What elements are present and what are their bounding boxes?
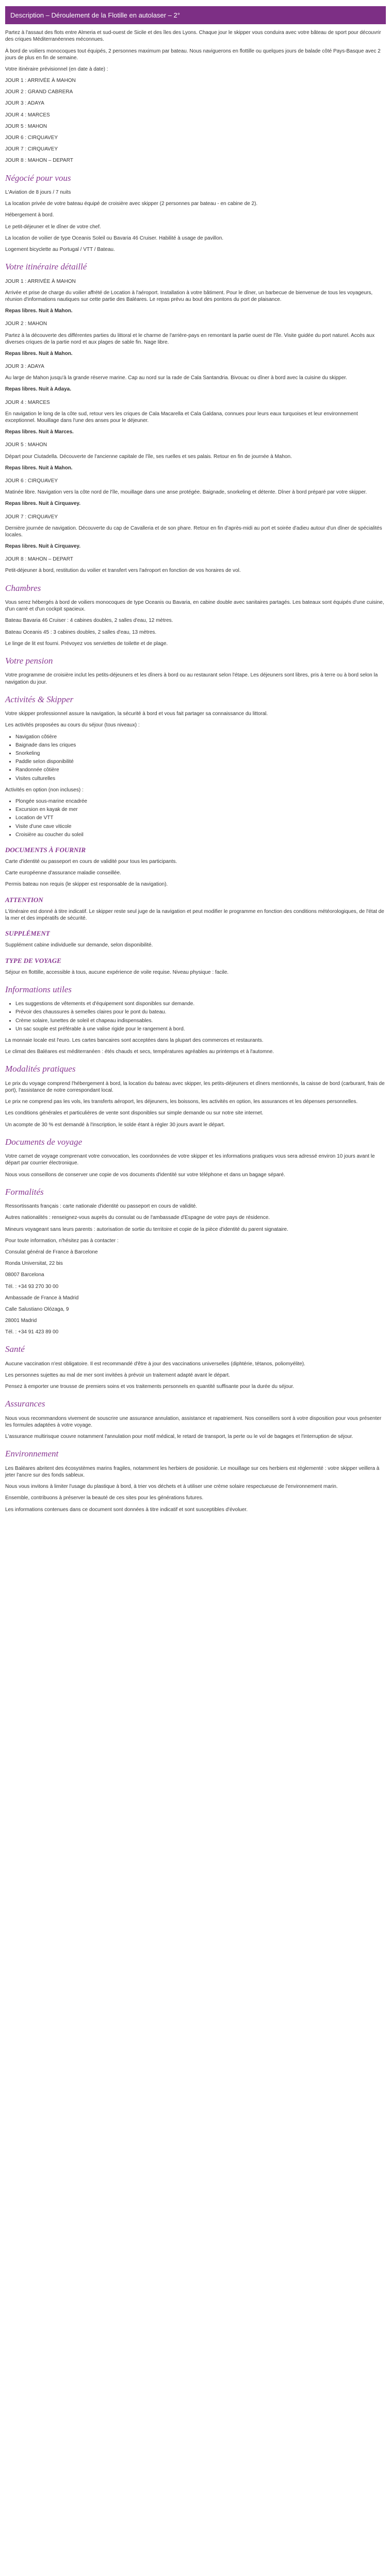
day-description: Petit-déjeuner à bord, restitution du voilier et transfert vers l'aéroport en fonction de vos horaires de vol. (5, 568, 241, 574)
intro-paragraph: JOUR 5 : MAHON (5, 123, 47, 129)
day-block (5, 363, 386, 393)
option-activity-list (5, 798, 386, 838)
insurance-paragraph: Nous vous recommandons vivement de souscrire une assurance annulation, assistance et rapatriement. Nos conseillers sont à votre disposition pour vous présenter les formules adaptées à votre voyage. (5, 1415, 382, 1429)
section-title-board: Votre pension (5, 656, 53, 666)
contact-line: 08007 Barcelona (5, 1272, 44, 1278)
section-title-travel-docs: Documents de voyage (5, 1137, 83, 1147)
option-activity-item: • Excursion en kayak de mer (15, 806, 386, 813)
environment-section (5, 1465, 386, 1502)
day-footer: Repas libres. Nuit à Marces. (5, 429, 74, 435)
day-footer: Repas libres. Nuit à Adaya. (5, 386, 72, 393)
day-footer: Repas libres. Nuit à Mahon. (5, 308, 73, 314)
rooms-paragraph: Bateau Oceanis 45 : 3 cabines doubles, 2 salles d'eau, 13 mètres. (5, 629, 157, 635)
intro-paragraph: JOUR 3 : ADAYA (5, 100, 44, 107)
day-block (5, 278, 386, 315)
insurance-paragraph: L'assurance multirisque couvre notamment l'annulation pour motif médical, le retard de transport, la perte ou le vol de bagages et l'interruption de séjour. (5, 1434, 353, 1440)
section-title-environment: Environnement (5, 1449, 59, 1459)
contact-line: Tél. : +34 91 423 89 00 (5, 1329, 59, 1335)
day-block (5, 514, 386, 550)
intro-section (5, 29, 386, 164)
attention-paragraph: L'itinéraire est donné à titre indicatif. Le skipper reste seul juge de la navigation et peut modifier le programme en fonction des conditions météorologiques, de l'état de la mer et des impératifs de sécurité. (5, 908, 384, 921)
section-title-health: Santé (5, 1344, 25, 1354)
insurance-section (5, 1415, 386, 1440)
health-paragraph: Les personnes sujettes au mal de mer sont invitées à prévoir un traitement adapté avant le départ. (5, 1372, 230, 1379)
negotiated-paragraph: Logement bicyclette au Portugal / VTT / Bateau. (5, 246, 115, 252)
trip-type-section (5, 969, 386, 976)
intro-paragraph: Votre itinéraire prévisionnel (en date à date) : (5, 66, 108, 72)
option-activity-item: • Visite d'une cave viticole (15, 823, 386, 830)
attention-section (5, 908, 386, 922)
day-description: Arrivée et prise de charge du voilier affrété de Location à l'aéroport. Installation à votre bâtiment. Pour le dîner, un barbecue de bienvenue de tous les voyageurs, réunion d'informations nautiques sur cette partie des Baléares. Le repas prévu au bout des pontons du port de plaisance. (5, 290, 373, 302)
footer-section (5, 1506, 386, 1513)
day-block (5, 320, 386, 357)
info-list (5, 1001, 386, 1032)
activity-item: • Paddle selon disponibilité (15, 758, 386, 765)
negotiated-paragraph: Hébergement à bord. (5, 212, 54, 218)
health-section (5, 1361, 386, 1391)
activity-item: • Navigation côtière (15, 734, 386, 740)
practical-paragraph: Le prix ne comprend pas les vols, les transferts aéroport, les déjeuners, les boissons, les activités en option, les assurances et les dépenses personnelles. (5, 1099, 358, 1105)
section-title-insurance: Assurances (5, 1399, 45, 1409)
travel-docs-paragraph: Nous vous conseillons de conserver une copie de vos documents d'identité sur votre téléphone et dans un bagage séparé. (5, 1172, 285, 1178)
documents-paragraph: Carte européenne d'assurance maladie conseillée. (5, 870, 121, 876)
main-content (0, 29, 391, 1513)
intro-paragraph: JOUR 8 : MAHON – DEPART (5, 158, 73, 164)
contact-line: 28001 Madrid (5, 1318, 37, 1324)
day-description: Départ pour Ciutadella. Découverte de l'ancienne capitale de l'île, ses ruelles et ses palais. Retour en fin de journée à Mahon. (5, 453, 292, 460)
formalities-paragraph: Mineurs voyageant sans leurs parents : autorisation de sortie du territoire et copie de la pièce d'identité du parent signataire. (5, 1226, 288, 1232)
environment-paragraph: Nous vous invitons à limiter l'usage du plastique à bord, à trier vos déchets et à utiliser une crème solaire respectueuse de l'environnement marin. (5, 1484, 338, 1490)
rooms-section (5, 599, 386, 647)
info-paragraph: La monnaie locale est l'euro. Les cartes bancaires sont acceptées dans la plupart des commerces et restaurants. (5, 1038, 264, 1044)
intro-paragraph: JOUR 1 : ARRIVÉE À MAHON (5, 78, 76, 84)
practical-section (5, 1080, 386, 1128)
health-paragraph: Pensez à emporter une trousse de premiers soins et vos traitements personnels en quantité suffisante pour la durée du séjour. (5, 1384, 295, 1390)
day-description: Dernière journée de navigation. Découverte du cap de Cavalleria et de son phare. Retour en fin d'après-midi au port et soirée d'adieu autour d'un dîner de spécialités locales. (5, 525, 382, 538)
day-block (5, 478, 386, 507)
day-heading: JOUR 4 : MARCES (5, 399, 50, 405)
page-title: Description – Déroulement de la Flotille en autolaser – 2° (5, 6, 386, 24)
rooms-paragraph: Le linge de lit est fourni. Prévoyez vos serviettes de toilette et de plage. (5, 640, 168, 647)
travel-docs-paragraph: Votre carnet de voyage comprenant votre convocation, les coordonnées de votre skipper et les informations pratiques vous sera adressé environ 10 jours avant le départ par courrier électronique. (5, 1154, 375, 1166)
info-item: • Prévoir des chaussures à semelles claires pour le pont du bateau. (15, 1009, 386, 1015)
section-title-rooms: Chambres (5, 583, 41, 593)
activities-paragraph: Votre skipper professionnel assure la navigation, la sécurité à bord et vous fait partager sa connaissance du littoral. (5, 711, 268, 717)
section-title-activities: Activités & Skipper (5, 694, 74, 704)
intro-paragraph: Partez à l'assaut des flots entre Almeria et sud-ouest de Sicile et des îles des Lyons. Chaque jour le skipper vous conduira avec votre bâteau de sport pour découvrir des criques Méditerranéennes méconnues. (5, 30, 381, 43)
footer-paragraph: Les informations contenues dans ce document sont données à titre indicatif et sont susceptibles d'évoluer. (5, 1506, 248, 1513)
day-block (5, 556, 386, 574)
practical-paragraph: Les conditions générales et particulières de vente sont disponibles sur simple demande ou sur notre site internet. (5, 1110, 264, 1116)
section-title-supplement: SUPPLÉMENT (5, 929, 50, 938)
contact-line: Ambassade de France à Madrid (5, 1295, 79, 1301)
contact-line: Pour toute information, n'hésitez pas à contacter : (5, 1238, 119, 1244)
documents-paragraph: Permis bateau non requis (le skipper est responsable de la navigation). (5, 882, 168, 888)
travel-docs-section (5, 1153, 386, 1178)
environment-paragraph: Ensemble, contribuons à préserver la beauté de ces sites pour les générations futures. (5, 1495, 204, 1501)
negotiated-paragraph: La location privée de votre bateau équipé de croisière avec skipper (2 personnes par bateau - en cabine de 2). (5, 201, 258, 207)
section-title-itinerary: Votre itinéraire détaillé (5, 262, 87, 272)
section-title-documents: DOCUMENTS À FOURNIR (5, 845, 86, 854)
section-title-info: Informations utiles (5, 984, 72, 994)
negotiated-paragraph: La location de voilier de type Oceanis Soleil ou Bavaria 46 Cruiser. Habilité à usage de pavillon. (5, 235, 224, 241)
negotiated-paragraph: L'Aviation de 8 jours / 7 nuits (5, 190, 71, 196)
day-heading: JOUR 3 : ADAYA (5, 364, 44, 370)
info-item: • Crème solaire, lunettes de soleil et chapeau indispensables. (15, 1018, 386, 1024)
formalities-paragraph: Autres nationalités : renseignez-vous auprès du consulat ou de l'ambassade d'Espagne de votre pays de résidence. (5, 1215, 270, 1221)
supplement-section (5, 942, 386, 948)
itinerary-section (5, 278, 386, 574)
day-heading: JOUR 7 : CIRQUAVEY (5, 514, 58, 520)
day-heading: JOUR 5 : MAHON (5, 442, 47, 448)
activity-list (5, 734, 386, 782)
activity-item: • Visites culturelles (15, 775, 386, 782)
option-activity-item: • Location de VTT (15, 815, 386, 821)
info-item: • Un sac souple est préférable à une valise rigide pour le rangement à bord. (15, 1026, 386, 1032)
option-activity-item: • Croisière au coucher du soleil (15, 832, 386, 838)
section-title-attention: ATTENTION (5, 895, 43, 904)
negotiated-section (5, 189, 386, 253)
negotiated-paragraph: Le petit-déjeuner et le dîner de votre chef. (5, 224, 101, 230)
section-title-trip-type: TYPE DE VOYAGE (5, 956, 61, 964)
board-paragraph: Votre programme de croisière inclut les petits-déjeuners et les dîners à bord ou au restaurant selon l'étape. Les déjeuners sont libres, pris à terre ou à bord selon la navigation du jour. (5, 672, 378, 685)
activity-item: • Randonnée côtière (15, 767, 386, 773)
intro-paragraph: JOUR 2 : GRAND CABRERA (5, 89, 73, 95)
info-paragraph: Le climat des Baléares est méditerranéen : étés chauds et secs, températures agréables au printemps et à l'automne. (5, 1049, 274, 1055)
day-footer: Repas libres. Nuit à Cirquavey. (5, 544, 80, 550)
documents-paragraph: Carte d'identité ou passeport en cours de validité pour tous les participants. (5, 859, 177, 865)
activities-paragraph: Activités en option (non incluses) : (5, 787, 84, 793)
day-description: Au large de Mahon jusqu'à la grande réserve marine. Cap au nord sur la rade de Cala Santandria. Bivouac ou dîner à bord avec la cuisine du skipper. (5, 375, 347, 381)
rooms-paragraph: Bateau Bavaria 46 Cruiser : 4 cabines doubles, 2 salles d'eau, 12 mètres. (5, 618, 173, 624)
option-activity-item: • Plongée sous-marine encadrée (15, 798, 386, 805)
environment-paragraph: Les Baléares abritent des écosystèmes marins fragiles, notamment les herbiers de posidonie. Le mouillage sur ces herbiers est réglementé : votre skipper veillera à jeter l'ancre sur des fonds sableux. (5, 1465, 380, 1479)
intro-paragraph: JOUR 6 : CIRQUAVEY (5, 135, 58, 141)
intro-paragraph: À bord de voiliers monocoques tout équipés, 2 personnes maximum par bateau. Nous naviguerons en flottille ou quelques jours de balade côté Pays-Basque avec 2 jours de plus en fin de semaine. (5, 48, 381, 61)
intro-paragraph: JOUR 4 : MARCES (5, 112, 50, 118)
day-footer: Repas libres. Nuit à Mahon. (5, 465, 73, 471)
day-footer: Repas libres. Nuit à Cirquavey. (5, 501, 80, 507)
activity-item: • Snorkeling (15, 750, 386, 757)
day-description: En navigation le long de la côte sud, retour vers les criques de Cala Macarella et Cala Galdana, connues pour leurs eaux turquoises et leur environnement exceptionnel. Mouillage dans l'une des anses pour le déjeuner. (5, 411, 358, 424)
health-paragraph: Aucune vaccination n'est obligatoire. Il est recommandé d'être à jour des vaccinations universelles (diphtérie, tétanos, poliomyélite). (5, 1361, 305, 1367)
day-block (5, 442, 386, 471)
activities-section (5, 710, 386, 838)
contact-block (5, 1238, 386, 1336)
day-description: Partez à la découverte des différentes parties du littoral et le charme de l'arrière-pays en remontant la partie ouest de l'île. Visite guidée du port naturel. Accès aux diverses criques de la partie nord et aux plages de sable fin. Nage libre. (5, 332, 375, 345)
activity-item: • Baignade dans les criques (15, 742, 386, 749)
practical-paragraph: Le prix du voyage comprend l'hébergement à bord, la location du bateau avec skipper, les petits-déjeuners et dîners mentionnés, la caisse de bord (carburant, frais de port), l'assistance de notre correspondant local. (5, 1080, 385, 1094)
formalities-section (5, 1203, 386, 1233)
contact-line: Tél. : +34 93 270 30 00 (5, 1283, 59, 1290)
rooms-paragraph: Vous serez hébergés à bord de voiliers monocoques de type Oceanis ou Bavaria, en cabine double avec sanitaires partagés. Les bateaux sont équipés d'une cuisine, d'un carré et d'un cockpit spacieux. (5, 600, 384, 613)
section-title-formalities: Formalités (5, 1187, 44, 1197)
section-title-practical: Modalités pratiques (5, 1064, 76, 1074)
day-heading: JOUR 1 : ARRIVÉE À MAHON (5, 278, 76, 284)
day-heading: JOUR 8 : MAHON – DEPART (5, 556, 73, 563)
day-heading: JOUR 6 : CIRQUAVEY (5, 478, 58, 484)
contact-line: Ronda Universitat, 22 bis (5, 1261, 63, 1267)
info-item: • Les suggestions de vêtements et d'équipement sont disponibles sur demande. (15, 1001, 386, 1007)
contact-line: Consulat général de France à Barcelone (5, 1249, 98, 1255)
info-section (5, 1001, 386, 1055)
trip-type-paragraph: Séjour en flottille, accessible à tous, aucune expérience de voile requise. Niveau physique : facile. (5, 969, 229, 975)
section-title-negotiated: Négocié pour vous (5, 173, 71, 183)
day-footer: Repas libres. Nuit à Mahon. (5, 350, 73, 357)
day-description: Matinée libre. Navigation vers la côte nord de l'île, mouillage dans une anse protégée. Baignade, snorkeling et détente. Dîner à bord préparé par votre skipper. (5, 489, 367, 496)
intro-paragraph: JOUR 7 : CIRQUAVEY (5, 146, 58, 152)
formalities-paragraph: Ressortissants français : carte nationale d'identité ou passeport en cours de validité. (5, 1204, 198, 1210)
documents-section (5, 858, 386, 888)
activities-paragraph: Les activités proposées au cours du séjour (tous niveaux) : (5, 722, 140, 728)
supplement-paragraph: Supplément cabine individuelle sur demande, selon disponibilité. (5, 942, 153, 948)
practical-paragraph: Un acompte de 30 % est demandé à l'inscription, le solde étant à régler 30 jours avant le départ. (5, 1122, 225, 1128)
contact-line: Calle Salustiano Olózaga, 9 (5, 1306, 69, 1312)
day-heading: JOUR 2 : MAHON (5, 321, 47, 327)
day-block (5, 399, 386, 436)
board-section (5, 672, 386, 685)
